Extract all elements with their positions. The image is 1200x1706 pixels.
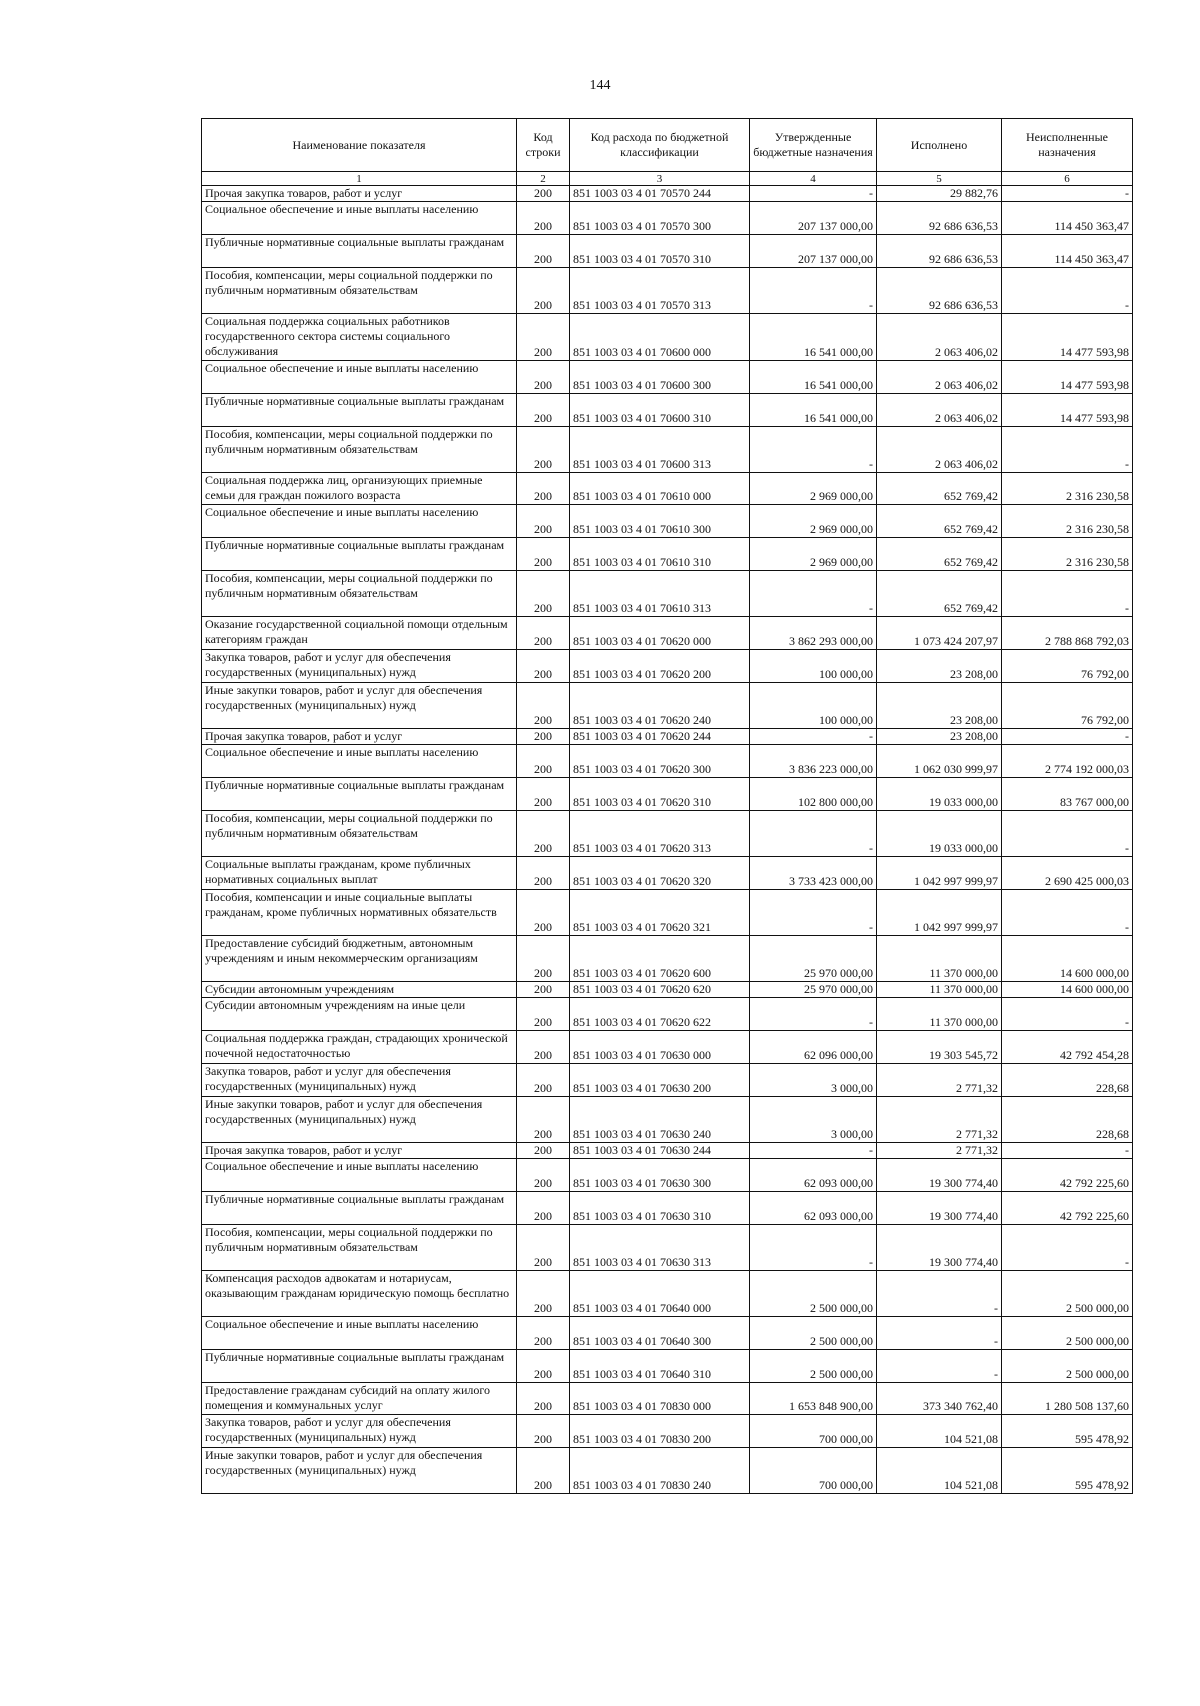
row-name-cell: Социальная поддержка граждан, страдающих хронической почечной недостаточностью [202, 1031, 517, 1064]
row-code-cell: 200 [517, 982, 570, 998]
row-executed-cell: 11 370 000,00 [877, 982, 1002, 998]
row-unexecuted-cell: 42 792 225,60 [1002, 1159, 1133, 1192]
row-code-cell: 200 [517, 1192, 570, 1225]
row-code-cell: 200 [517, 427, 570, 473]
row-name-cell: Социальное обеспечение и иные выплаты населению [202, 1159, 517, 1192]
row-name-cell: Закупка товаров, работ и услуг для обеспечения государственных (муниципальных) нужд [202, 1415, 517, 1448]
row-classification-cell: 851 1003 03 4 01 70620 321 [570, 890, 750, 936]
row-name-cell: Пособия, компенсации, меры социальной поддержки по публичным нормативным обязательствам [202, 811, 517, 857]
column-index-row [202, 172, 1133, 186]
row-approved-cell: 102 800 000,00 [750, 778, 877, 811]
row-approved-cell: 2 500 000,00 [750, 1350, 877, 1383]
row-unexecuted-cell: 14 600 000,00 [1002, 982, 1133, 998]
row-classification-cell: 851 1003 03 4 01 70600 313 [570, 427, 750, 473]
row-executed-cell: 19 300 774,40 [877, 1225, 1002, 1271]
row-code-cell: 200 [517, 1031, 570, 1064]
row-name-cell: Прочая закупка товаров, работ и услуг [202, 186, 517, 202]
row-classification-cell: 851 1003 03 4 01 70610 000 [570, 473, 750, 505]
row-classification-cell: 851 1003 03 4 01 70620 600 [570, 936, 750, 982]
table-row [202, 890, 1133, 936]
row-approved-cell: 100 000,00 [750, 683, 877, 729]
row-name-cell: Компенсация расходов адвокатам и нотариусам, оказывающим гражданам юридическую помощь бесплатно [202, 1271, 517, 1317]
row-approved-cell: 2 500 000,00 [750, 1317, 877, 1350]
row-code-cell: 200 [517, 1317, 570, 1350]
row-unexecuted-cell: 2 774 192 000,03 [1002, 745, 1133, 778]
column-index: 6 [1002, 172, 1133, 186]
table-row [202, 1143, 1133, 1159]
row-classification-cell: 851 1003 03 4 01 70620 620 [570, 982, 750, 998]
row-classification-cell: 851 1003 03 4 01 70830 000 [570, 1383, 750, 1415]
row-code-cell: 200 [517, 890, 570, 936]
row-code-cell: 200 [517, 811, 570, 857]
table-row [202, 571, 1133, 617]
row-classification-cell: 851 1003 03 4 01 70600 300 [570, 361, 750, 394]
table-row [202, 268, 1133, 314]
row-code-cell: 200 [517, 361, 570, 394]
row-approved-cell: - [750, 1143, 877, 1159]
row-approved-cell: - [750, 811, 877, 857]
row-executed-cell: 2 063 406,02 [877, 427, 1002, 473]
table-row [202, 1192, 1133, 1225]
header-line-code: Код строки [517, 119, 570, 172]
row-approved-cell: - [750, 998, 877, 1031]
row-name-cell: Публичные нормативные социальные выплаты гражданам [202, 778, 517, 811]
row-unexecuted-cell: - [1002, 571, 1133, 617]
row-executed-cell: 2 771,32 [877, 1064, 1002, 1097]
row-executed-cell: 92 686 636,53 [877, 235, 1002, 268]
row-unexecuted-cell: 2 500 000,00 [1002, 1271, 1133, 1317]
row-executed-cell: 104 521,08 [877, 1415, 1002, 1448]
row-unexecuted-cell: 2 788 868 792,03 [1002, 617, 1133, 650]
table-row [202, 1383, 1133, 1415]
row-executed-cell: 652 769,42 [877, 473, 1002, 505]
row-classification-cell: 851 1003 03 4 01 70570 244 [570, 186, 750, 202]
row-approved-cell: 2 969 000,00 [750, 538, 877, 571]
table-body [202, 186, 1133, 1494]
row-unexecuted-cell: 114 450 363,47 [1002, 235, 1133, 268]
row-unexecuted-cell: 14 477 593,98 [1002, 394, 1133, 427]
row-code-cell: 200 [517, 505, 570, 538]
row-approved-cell: 16 541 000,00 [750, 361, 877, 394]
table-row [202, 998, 1133, 1031]
row-classification-cell: 851 1003 03 4 01 70630 200 [570, 1064, 750, 1097]
row-code-cell: 200 [517, 936, 570, 982]
row-classification-cell: 851 1003 03 4 01 70620 240 [570, 683, 750, 729]
row-name-cell: Закупка товаров, работ и услуг для обеспечения государственных (муниципальных) нужд [202, 1064, 517, 1097]
row-executed-cell: 2 063 406,02 [877, 361, 1002, 394]
table-row [202, 811, 1133, 857]
row-executed-cell: 1 042 997 999,97 [877, 857, 1002, 890]
row-executed-cell: 652 769,42 [877, 571, 1002, 617]
table-row [202, 778, 1133, 811]
row-name-cell: Иные закупки товаров, работ и услуг для обеспечения государственных (муниципальных) нужд [202, 683, 517, 729]
table-row [202, 650, 1133, 683]
table-row [202, 186, 1133, 202]
table-row [202, 729, 1133, 745]
row-unexecuted-cell: 228,68 [1002, 1097, 1133, 1143]
row-code-cell: 200 [517, 650, 570, 683]
row-approved-cell: - [750, 1225, 877, 1271]
row-executed-cell: 104 521,08 [877, 1448, 1002, 1494]
table-row [202, 1159, 1133, 1192]
row-code-cell: 200 [517, 729, 570, 745]
row-classification-cell: 851 1003 03 4 01 70620 622 [570, 998, 750, 1031]
row-name-cell: Закупка товаров, работ и услуг для обеспечения государственных (муниципальных) нужд [202, 650, 517, 683]
table-row [202, 1317, 1133, 1350]
row-name-cell: Социальные выплаты гражданам, кроме публичных нормативных социальных выплат [202, 857, 517, 890]
row-executed-cell: 1 042 997 999,97 [877, 890, 1002, 936]
row-name-cell: Субсидии автономным учреждениям [202, 982, 517, 998]
row-code-cell: 200 [517, 1271, 570, 1317]
row-code-cell: 200 [517, 778, 570, 811]
table-row [202, 683, 1133, 729]
row-executed-cell: 1 073 424 207,97 [877, 617, 1002, 650]
row-classification-cell: 851 1003 03 4 01 70640 300 [570, 1317, 750, 1350]
row-classification-cell: 851 1003 03 4 01 70610 313 [570, 571, 750, 617]
row-classification-cell: 851 1003 03 4 01 70630 000 [570, 1031, 750, 1064]
row-code-cell: 200 [517, 186, 570, 202]
table-row [202, 1448, 1133, 1494]
row-unexecuted-cell: 2 690 425 000,03 [1002, 857, 1133, 890]
row-code-cell: 200 [517, 314, 570, 361]
table-row [202, 617, 1133, 650]
row-executed-cell: 373 340 762,40 [877, 1383, 1002, 1415]
row-unexecuted-cell: - [1002, 427, 1133, 473]
row-unexecuted-cell: 42 792 225,60 [1002, 1192, 1133, 1225]
row-classification-cell: 851 1003 03 4 01 70600 000 [570, 314, 750, 361]
row-approved-cell: 16 541 000,00 [750, 394, 877, 427]
row-approved-cell: 100 000,00 [750, 650, 877, 683]
row-approved-cell: 207 137 000,00 [750, 235, 877, 268]
row-approved-cell: 16 541 000,00 [750, 314, 877, 361]
row-approved-cell: 62 093 000,00 [750, 1192, 877, 1225]
row-classification-cell: 851 1003 03 4 01 70620 244 [570, 729, 750, 745]
row-code-cell: 200 [517, 571, 570, 617]
row-name-cell: Пособия, компенсации, меры социальной поддержки по публичным нормативным обязательствам [202, 571, 517, 617]
row-executed-cell: 92 686 636,53 [877, 268, 1002, 314]
row-approved-cell: - [750, 427, 877, 473]
row-approved-cell: 25 970 000,00 [750, 936, 877, 982]
row-name-cell: Социальное обеспечение и иные выплаты населению [202, 745, 517, 778]
row-unexecuted-cell: - [1002, 1143, 1133, 1159]
row-unexecuted-cell: 595 478,92 [1002, 1448, 1133, 1494]
row-classification-cell: 851 1003 03 4 01 70640 310 [570, 1350, 750, 1383]
column-index: 5 [877, 172, 1002, 186]
row-code-cell: 200 [517, 268, 570, 314]
column-index: 2 [517, 172, 570, 186]
row-unexecuted-cell: 42 792 454,28 [1002, 1031, 1133, 1064]
row-code-cell: 200 [517, 1415, 570, 1448]
row-executed-cell: 11 370 000,00 [877, 998, 1002, 1031]
row-classification-cell: 851 1003 03 4 01 70600 310 [570, 394, 750, 427]
row-unexecuted-cell: 14 600 000,00 [1002, 936, 1133, 982]
row-approved-cell: 2 969 000,00 [750, 505, 877, 538]
row-approved-cell: - [750, 186, 877, 202]
table-row [202, 235, 1133, 268]
row-approved-cell: 25 970 000,00 [750, 982, 877, 998]
row-approved-cell: 3 836 223 000,00 [750, 745, 877, 778]
row-unexecuted-cell: 2 500 000,00 [1002, 1350, 1133, 1383]
row-approved-cell: 1 653 848 900,00 [750, 1383, 877, 1415]
row-code-cell: 200 [517, 745, 570, 778]
row-unexecuted-cell: 83 767 000,00 [1002, 778, 1133, 811]
row-approved-cell: - [750, 571, 877, 617]
row-unexecuted-cell: 14 477 593,98 [1002, 361, 1133, 394]
row-classification-cell: 851 1003 03 4 01 70620 313 [570, 811, 750, 857]
row-executed-cell: 19 300 774,40 [877, 1159, 1002, 1192]
row-name-cell: Пособия, компенсации, меры социальной поддержки по публичным нормативным обязательствам [202, 1225, 517, 1271]
table-row [202, 314, 1133, 361]
row-approved-cell: - [750, 268, 877, 314]
table-row [202, 202, 1133, 235]
row-classification-cell: 851 1003 03 4 01 70610 310 [570, 538, 750, 571]
row-unexecuted-cell: 114 450 363,47 [1002, 202, 1133, 235]
row-classification-cell: 851 1003 03 4 01 70610 300 [570, 505, 750, 538]
table-row [202, 473, 1133, 505]
table-row [202, 1415, 1133, 1448]
row-name-cell: Публичные нормативные социальные выплаты гражданам [202, 1192, 517, 1225]
row-name-cell: Прочая закупка товаров, работ и услуг [202, 1143, 517, 1159]
row-executed-cell: 23 208,00 [877, 683, 1002, 729]
row-code-cell: 200 [517, 1064, 570, 1097]
row-executed-cell: 1 062 030 999,97 [877, 745, 1002, 778]
table-row [202, 505, 1133, 538]
table-row [202, 1350, 1133, 1383]
table-row [202, 1031, 1133, 1064]
row-executed-cell: - [877, 1317, 1002, 1350]
table-row [202, 1271, 1133, 1317]
row-name-cell: Социальное обеспечение и иные выплаты населению [202, 202, 517, 235]
row-classification-cell: 851 1003 03 4 01 70620 320 [570, 857, 750, 890]
table-row [202, 538, 1133, 571]
row-code-cell: 200 [517, 1143, 570, 1159]
row-approved-cell: 3 862 293 000,00 [750, 617, 877, 650]
row-name-cell: Публичные нормативные социальные выплаты гражданам [202, 538, 517, 571]
row-executed-cell: 19 303 545,72 [877, 1031, 1002, 1064]
row-executed-cell: 652 769,42 [877, 505, 1002, 538]
row-code-cell: 200 [517, 998, 570, 1031]
row-classification-cell: 851 1003 03 4 01 70640 000 [570, 1271, 750, 1317]
row-unexecuted-cell: 2 316 230,58 [1002, 538, 1133, 571]
row-unexecuted-cell: - [1002, 998, 1133, 1031]
row-unexecuted-cell: - [1002, 811, 1133, 857]
row-name-cell: Предоставление субсидий бюджетным, автономным учреждениям и иным некоммерческим организациям [202, 936, 517, 982]
row-executed-cell: 652 769,42 [877, 538, 1002, 571]
row-unexecuted-cell: 1 280 508 137,60 [1002, 1383, 1133, 1415]
row-classification-cell: 851 1003 03 4 01 70620 300 [570, 745, 750, 778]
row-approved-cell: 700 000,00 [750, 1415, 877, 1448]
row-unexecuted-cell: - [1002, 890, 1133, 936]
row-code-cell: 200 [517, 1448, 570, 1494]
row-code-cell: 200 [517, 1383, 570, 1415]
row-name-cell: Субсидии автономным учреждениям на иные цели [202, 998, 517, 1031]
row-classification-cell: 851 1003 03 4 01 70630 313 [570, 1225, 750, 1271]
row-classification-cell: 851 1003 03 4 01 70570 300 [570, 202, 750, 235]
row-executed-cell: 29 882,76 [877, 186, 1002, 202]
row-executed-cell: 23 208,00 [877, 729, 1002, 745]
row-unexecuted-cell: 2 316 230,58 [1002, 473, 1133, 505]
table-row [202, 394, 1133, 427]
row-name-cell: Социальное обеспечение и иные выплаты населению [202, 361, 517, 394]
row-executed-cell: 19 033 000,00 [877, 778, 1002, 811]
table-row [202, 1225, 1133, 1271]
row-executed-cell: 2 771,32 [877, 1143, 1002, 1159]
row-code-cell: 200 [517, 473, 570, 505]
table-row [202, 745, 1133, 778]
table-row [202, 361, 1133, 394]
budget-execution-table [201, 118, 1133, 1494]
row-classification-cell: 851 1003 03 4 01 70570 313 [570, 268, 750, 314]
column-index: 1 [202, 172, 517, 186]
row-unexecuted-cell: - [1002, 729, 1133, 745]
row-approved-cell: 3 000,00 [750, 1064, 877, 1097]
row-executed-cell: - [877, 1350, 1002, 1383]
row-classification-cell: 851 1003 03 4 01 70830 200 [570, 1415, 750, 1448]
row-executed-cell: 2 771,32 [877, 1097, 1002, 1143]
row-classification-cell: 851 1003 03 4 01 70570 310 [570, 235, 750, 268]
column-index: 4 [750, 172, 877, 186]
page-number: 144 [589, 78, 611, 93]
row-approved-cell: 2 969 000,00 [750, 473, 877, 505]
table-row [202, 936, 1133, 982]
row-name-cell: Иные закупки товаров, работ и услуг для обеспечения государственных (муниципальных) нужд [202, 1448, 517, 1494]
row-executed-cell: 2 063 406,02 [877, 394, 1002, 427]
header-executed: Исполнено [877, 119, 1002, 172]
row-approved-cell: 2 500 000,00 [750, 1271, 877, 1317]
row-classification-cell: 851 1003 03 4 01 70830 240 [570, 1448, 750, 1494]
row-code-cell: 200 [517, 538, 570, 571]
table-row [202, 427, 1133, 473]
row-name-cell: Иные закупки товаров, работ и услуг для обеспечения государственных (муниципальных) нужд [202, 1097, 517, 1143]
header-unexecuted: Неисполненные назначения [1002, 119, 1133, 172]
row-name-cell: Публичные нормативные социальные выплаты гражданам [202, 235, 517, 268]
row-name-cell: Социальная поддержка лиц, организующих приемные семьи для граждан пожилого возраста [202, 473, 517, 505]
row-unexecuted-cell: 14 477 593,98 [1002, 314, 1133, 361]
row-approved-cell: 62 096 000,00 [750, 1031, 877, 1064]
row-name-cell: Социальная поддержка социальных работников государственного сектора системы социального обслуживания [202, 314, 517, 361]
table-row [202, 857, 1133, 890]
row-name-cell: Прочая закупка товаров, работ и услуг [202, 729, 517, 745]
row-executed-cell: 23 208,00 [877, 650, 1002, 683]
row-unexecuted-cell: 595 478,92 [1002, 1415, 1133, 1448]
row-name-cell: Публичные нормативные социальные выплаты гражданам [202, 394, 517, 427]
row-unexecuted-cell: - [1002, 268, 1133, 314]
table-header-row [202, 119, 1133, 172]
row-code-cell: 200 [517, 857, 570, 890]
row-name-cell: Пособия, компенсации, меры социальной поддержки по публичным нормативным обязательствам [202, 427, 517, 473]
table-row [202, 1064, 1133, 1097]
row-executed-cell: 92 686 636,53 [877, 202, 1002, 235]
row-unexecuted-cell: - [1002, 186, 1133, 202]
row-executed-cell: - [877, 1271, 1002, 1317]
row-classification-cell: 851 1003 03 4 01 70630 244 [570, 1143, 750, 1159]
row-approved-cell: 700 000,00 [750, 1448, 877, 1494]
row-name-cell: Пособия, компенсации, меры социальной поддержки по публичным нормативным обязательствам [202, 268, 517, 314]
row-code-cell: 200 [517, 1159, 570, 1192]
row-name-cell: Социальное обеспечение и иные выплаты населению [202, 505, 517, 538]
row-approved-cell: - [750, 729, 877, 745]
row-unexecuted-cell: 76 792,00 [1002, 650, 1133, 683]
row-approved-cell: 207 137 000,00 [750, 202, 877, 235]
header-budget-classification: Код расхода по бюджетной классификации [570, 119, 750, 172]
row-code-cell: 200 [517, 394, 570, 427]
row-approved-cell: - [750, 890, 877, 936]
table-row [202, 1097, 1133, 1143]
row-approved-cell: 62 093 000,00 [750, 1159, 877, 1192]
row-approved-cell: 3 733 423 000,00 [750, 857, 877, 890]
row-unexecuted-cell: 2 316 230,58 [1002, 505, 1133, 538]
row-classification-cell: 851 1003 03 4 01 70620 200 [570, 650, 750, 683]
row-code-cell: 200 [517, 202, 570, 235]
row-approved-cell: 3 000,00 [750, 1097, 877, 1143]
row-name-cell: Оказание государственной социальной помощи отдельным категориям граждан [202, 617, 517, 650]
row-classification-cell: 851 1003 03 4 01 70630 310 [570, 1192, 750, 1225]
row-unexecuted-cell: 2 500 000,00 [1002, 1317, 1133, 1350]
header-indicator-name: Наименование показателя [202, 119, 517, 172]
row-executed-cell: 19 033 000,00 [877, 811, 1002, 857]
row-name-cell: Предоставление гражданам субсидий на оплату жилого помещения и коммунальных услуг [202, 1383, 517, 1415]
column-index: 3 [570, 172, 750, 186]
row-name-cell: Социальное обеспечение и иные выплаты населению [202, 1317, 517, 1350]
row-classification-cell: 851 1003 03 4 01 70630 240 [570, 1097, 750, 1143]
row-unexecuted-cell: 228,68 [1002, 1064, 1133, 1097]
row-unexecuted-cell: 76 792,00 [1002, 683, 1133, 729]
row-classification-cell: 851 1003 03 4 01 70620 000 [570, 617, 750, 650]
row-code-cell: 200 [517, 617, 570, 650]
row-classification-cell: 851 1003 03 4 01 70620 310 [570, 778, 750, 811]
row-unexecuted-cell: - [1002, 1225, 1133, 1271]
header-approved: Утвержденные бюджетные назначения [750, 119, 877, 172]
row-executed-cell: 2 063 406,02 [877, 314, 1002, 361]
row-name-cell: Публичные нормативные социальные выплаты гражданам [202, 1350, 517, 1383]
row-code-cell: 200 [517, 1350, 570, 1383]
row-classification-cell: 851 1003 03 4 01 70630 300 [570, 1159, 750, 1192]
table-row [202, 982, 1133, 998]
row-code-cell: 200 [517, 235, 570, 268]
row-executed-cell: 19 300 774,40 [877, 1192, 1002, 1225]
row-code-cell: 200 [517, 1225, 570, 1271]
row-executed-cell: 11 370 000,00 [877, 936, 1002, 982]
row-code-cell: 200 [517, 683, 570, 729]
row-name-cell: Пособия, компенсации и иные социальные выплаты гражданам, кроме публичных нормативных обязательств [202, 890, 517, 936]
row-code-cell: 200 [517, 1097, 570, 1143]
